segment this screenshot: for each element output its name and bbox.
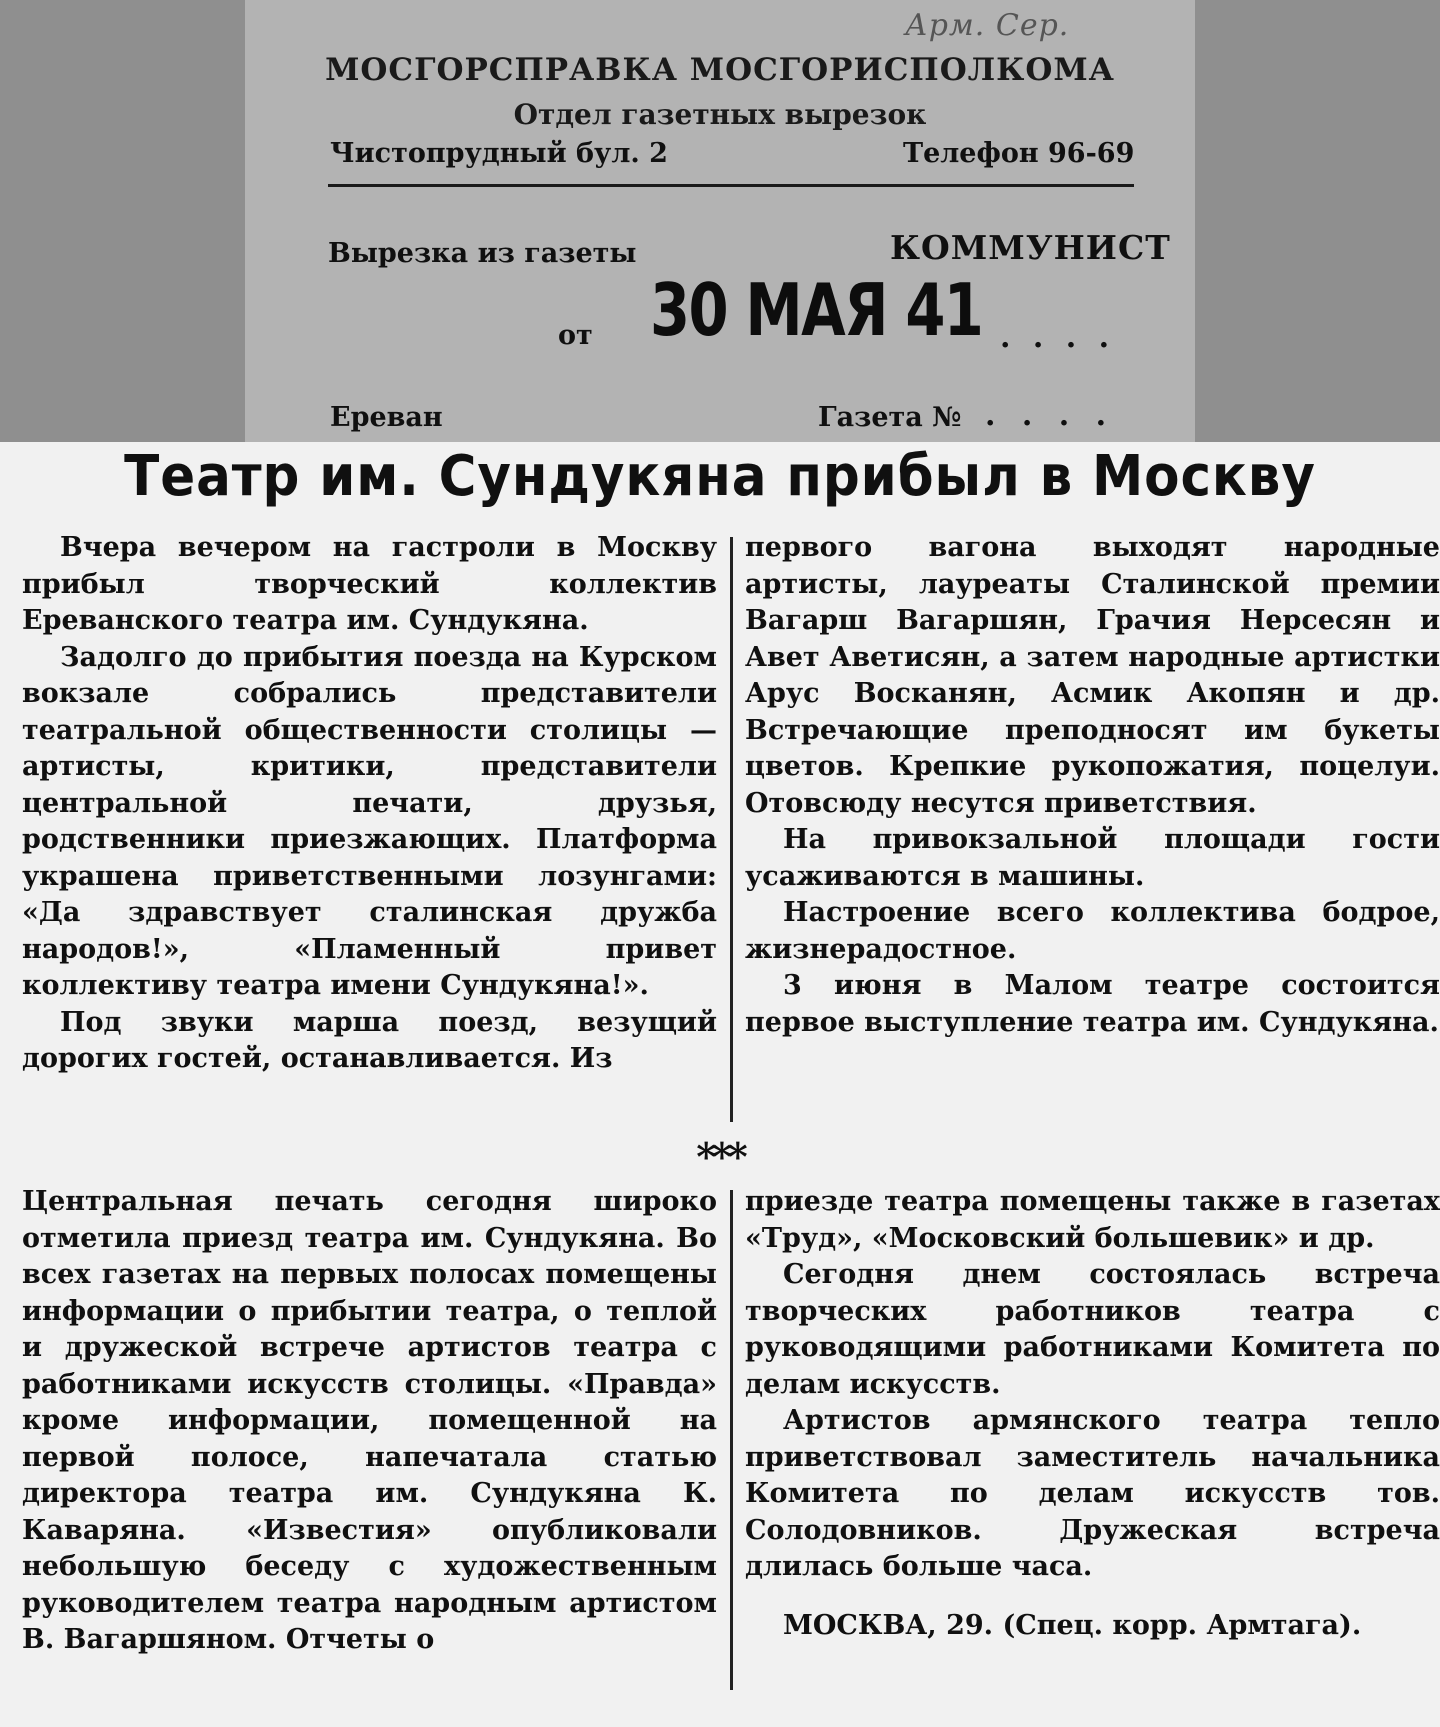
section-separator: *** (696, 1134, 744, 1179)
paragraph: первого вагона выходят народные артисты, лауреаты Сталинской премии Вагарш Вагаршян, Грачия Нерсесян и Авет Аветисян, а затем народные артистки Арус Восканян, Асмик Акопян и др. Встречающие преподносят им букеты цветов. Крепкие рукопожатия, поцелуи. Отовсюду несутся приветствия. (745, 532, 1440, 819)
stamp-date-dots: . . . . (1000, 320, 1116, 355)
column-divider (730, 537, 733, 1122)
article-headline: Театр им. Сундукяна прибыл в Москву (124, 444, 1316, 509)
paragraph: Центральная печать сегодня широко отметила приезд театра им. Сундукяна. Во всех газетах на первых полосах помещены информации о прибытии театра, о теплой и дружеской встрече артистов театра с работниками искусств столицы. «Правда» кроме информации, помещенной на первой полосе, напечатала статью директора театра им. Сундукяна К. Каваряна. «Известия» опубликовали небольшую беседу с художественным руководителем театра народным артистом В. Вагаршяном. Отчеты о (22, 1186, 717, 1655)
stamp-newspaper-name: КОММУНИСТ (890, 228, 1171, 267)
article-column-left-bottom (22, 1184, 717, 1719)
stamp-city: Ереван (330, 402, 443, 433)
stamp-date-prefix: от (558, 320, 593, 351)
stamp-gazette-number-label: Газета № (818, 402, 962, 433)
article-column-right-top (745, 530, 1440, 1140)
paragraph: На привокзальной площади гости усаживаются в машины. (745, 824, 1440, 892)
stamp-cut-from-label: Вырезка из газеты (328, 238, 637, 269)
stamp-gazette-dots: . . . . (985, 398, 1115, 433)
paragraph: 3 июня в Малом театре состоится первое выступление театра им. Сундукяна. (745, 970, 1440, 1038)
newspaper-clipping (0, 442, 1440, 1727)
paragraph: Сегодня днем состоялась встреча творческих работников театра с руководящими работниками Комитета по делам искусств. (745, 1259, 1440, 1400)
handwritten-note: Арм. Сер. (905, 8, 1070, 43)
column-divider (730, 1190, 733, 1690)
stamp-department: Отдел газетных вырезок (513, 98, 927, 131)
paragraph: Настроение всего коллектива бодрое, жизнерадостное. (745, 897, 1440, 965)
stamp-title: МОСГОРСПРАВКА МОСГОРИСПОЛКОМА (325, 52, 1115, 88)
paragraph: приезде театра помещены также в газетах «Труд», «Московский большевик» и др. (745, 1186, 1440, 1254)
paragraph: Вчера вечером на гастроли в Москву прибыл творческий коллектив Ереванского театра им. Сундукяна. (22, 532, 717, 636)
stamp-phone: Телефон 96-69 (903, 138, 1135, 169)
paragraph: Задолго до прибытия поезда на Курском вокзале собрались представители театральной общественности столицы — артисты, критики, представители центральной печати, друзья, родственники приезжающих. Платформа украшена приветственными лозунгами: «Да здравствует сталинская дружба народов!», «Пламенный привет коллективу театра имени Сундукяна!». (22, 641, 717, 1001)
article-column-right-bottom (745, 1184, 1440, 1719)
clipping-service-stamp (0, 0, 1440, 445)
stamp-address: Чистопрудный бул. 2 (330, 138, 668, 169)
stamp-date: 30 МАЯ 41 (650, 268, 983, 352)
paragraph: Артистов армянского театра тепло приветствовал заместитель начальника Комитета по делам искусств тов. Солодовников. Дружеская встреча длилась больше часа. (745, 1405, 1440, 1582)
article-dateline: МОСКВА, 29. (Спец. корр. Армтага). (783, 1609, 1362, 1641)
paragraph: Под звуки марша поезд, везущий дорогих гостей, останавливается. Из (22, 1006, 717, 1074)
article-column-left-top (22, 530, 717, 1140)
stamp-divider (328, 184, 1134, 187)
